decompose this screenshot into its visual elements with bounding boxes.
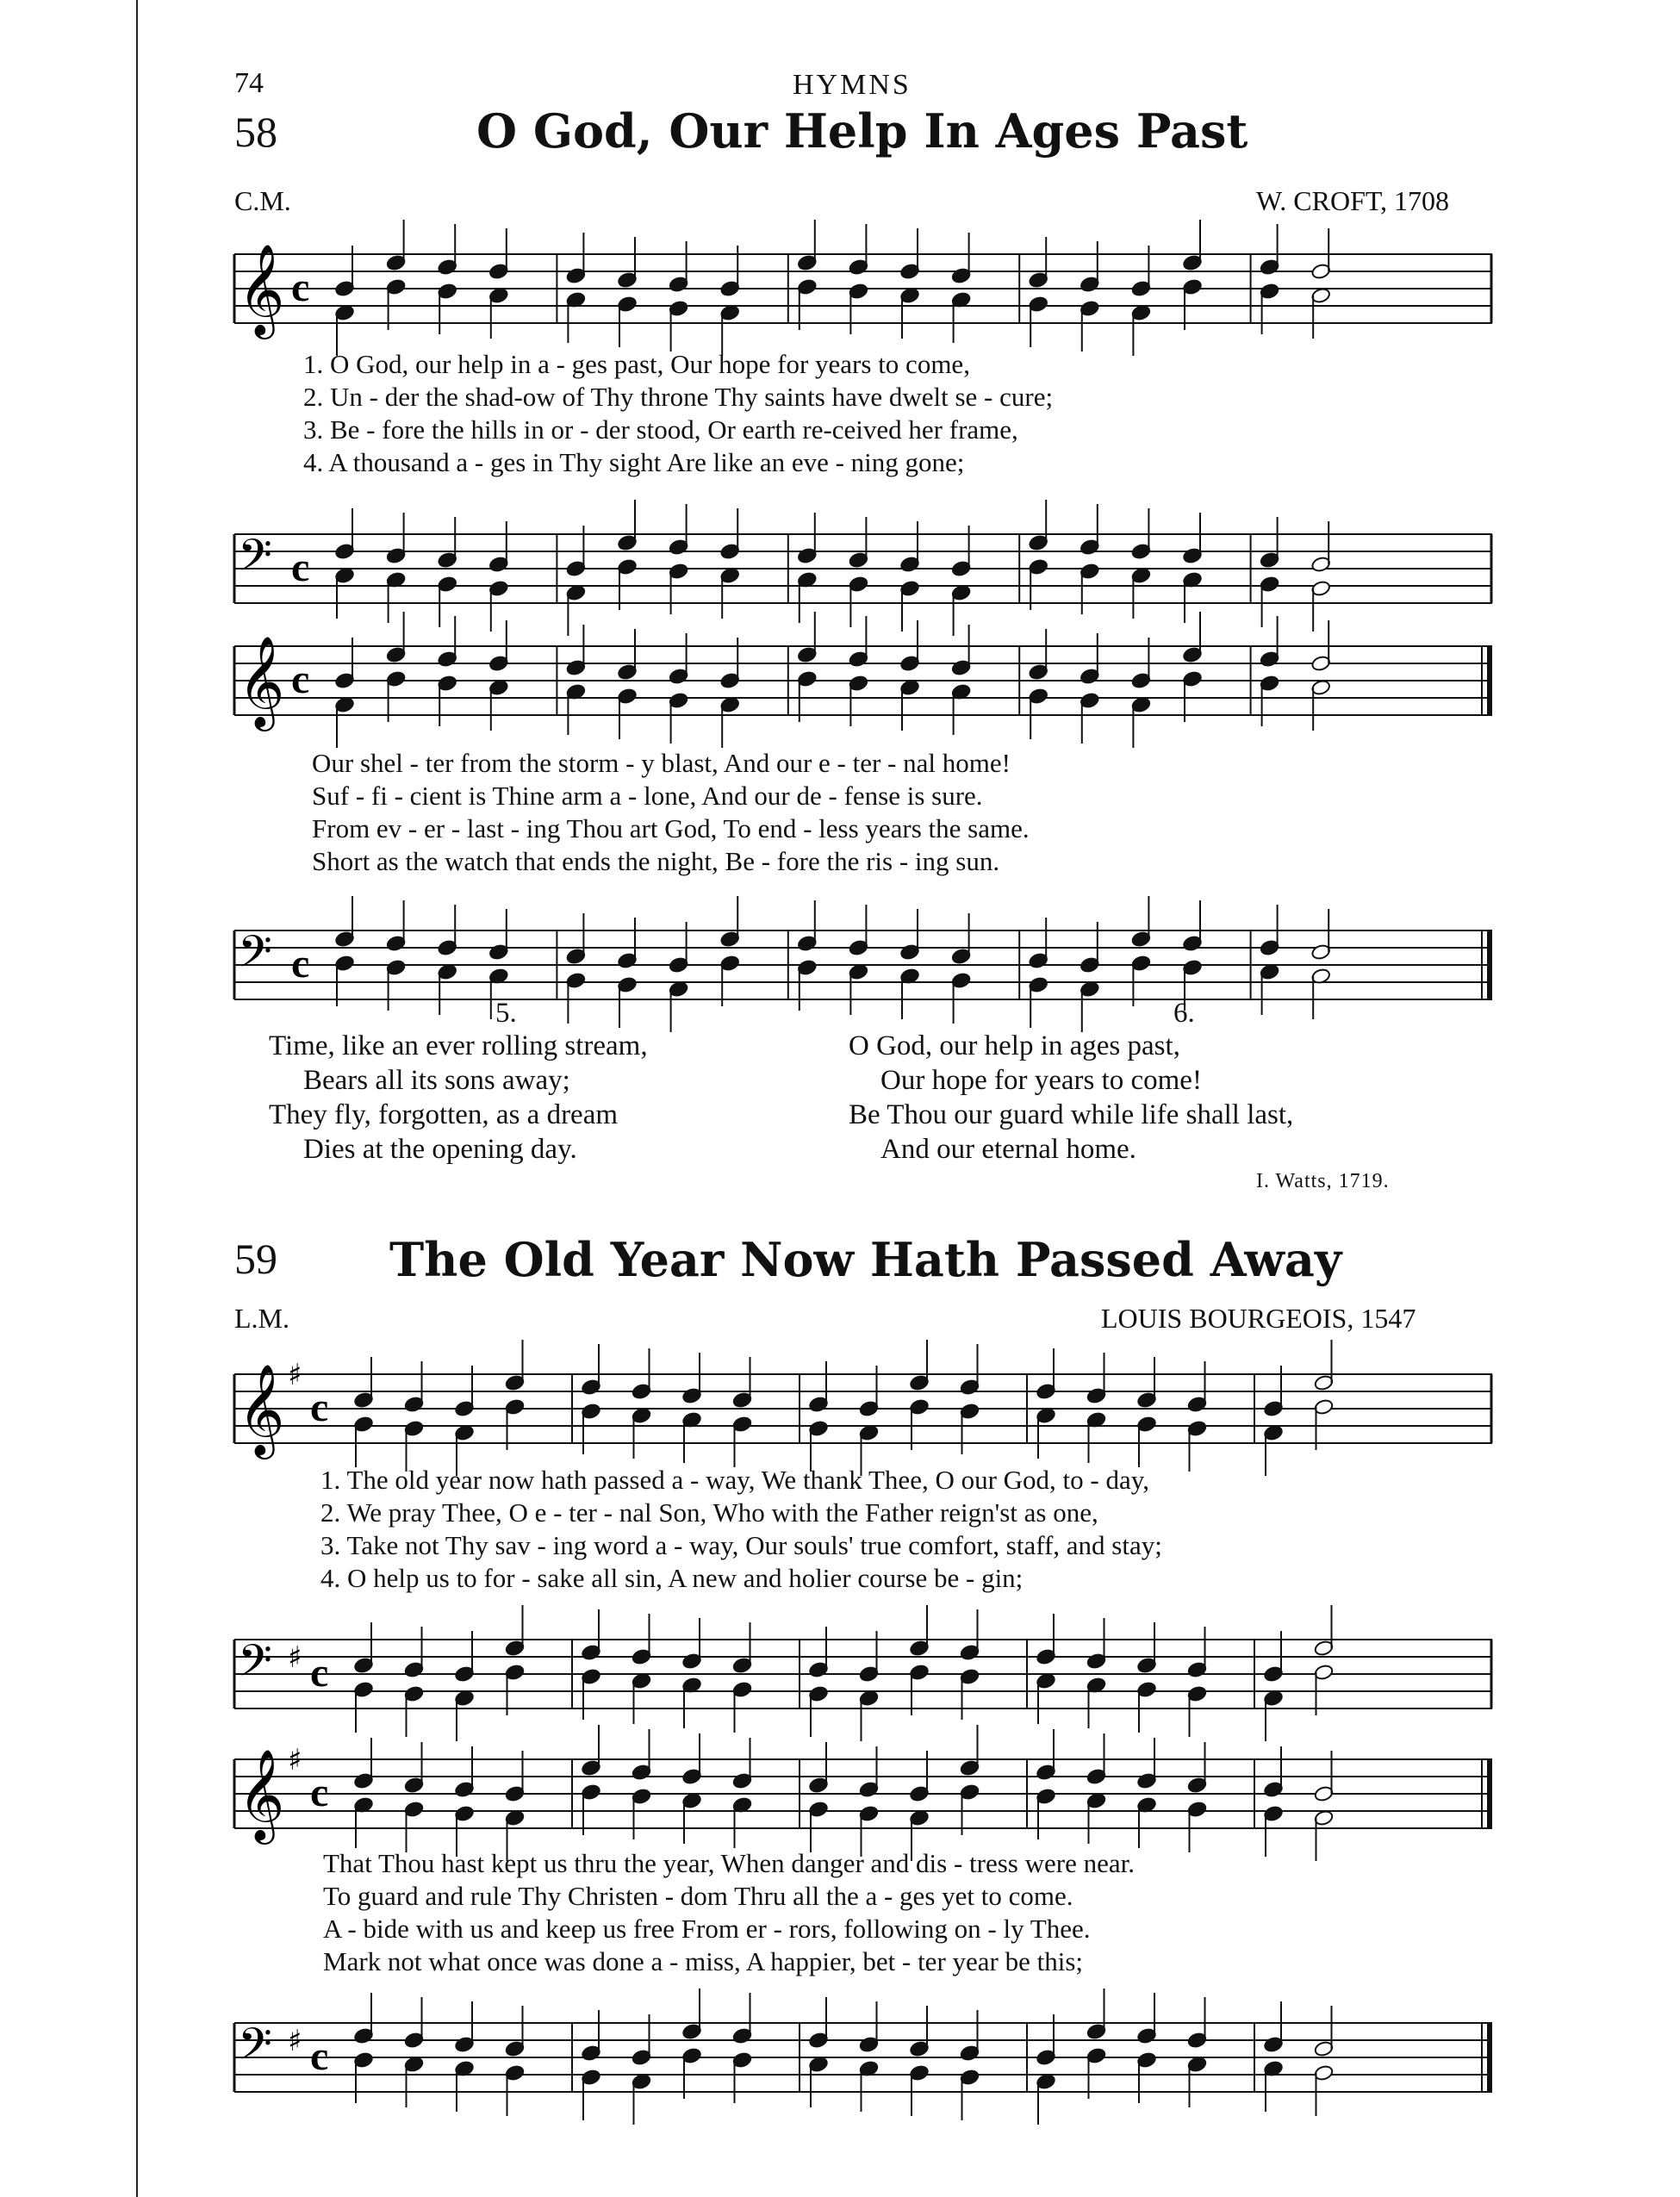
bass-staff xyxy=(234,1997,1492,2118)
text-credit: I. Watts, 1719. xyxy=(1256,1170,1390,1192)
treble-staff xyxy=(234,620,1492,741)
time-signature-icon: c xyxy=(291,265,310,310)
bass-staff xyxy=(234,508,1492,629)
time-signature-icon: c xyxy=(291,657,310,702)
final-barline xyxy=(1487,1759,1492,1828)
lyric-line: A - bide with us and keep us free From er - rors, following on - ly Thee. xyxy=(323,1914,1091,1944)
hymn-title: O God, Our Help In Ages Past xyxy=(476,103,1248,159)
final-barline xyxy=(1487,646,1492,715)
lyric-line: 3. Take not Thy sav - ing word a - way, Our souls' true comfort, staff, and stay; xyxy=(320,1530,1162,1560)
bass-clef-icon: 𝄢 xyxy=(238,1634,272,1697)
treble-staff xyxy=(234,1348,1492,1469)
stanza-line: Bears all its sons away; xyxy=(303,1065,570,1096)
page-number: 74 xyxy=(234,67,264,99)
treble-clef-icon: 𝄞 xyxy=(238,243,285,335)
sharp-icon: ♯ xyxy=(288,1743,302,1777)
lyric-line: To guard and rule Thy Christen - dom Thru all the a - ges yet to come. xyxy=(323,1881,1073,1911)
stanza-line: Dies at the opening day. xyxy=(303,1134,577,1165)
lyric-line: Mark not what once was done a - miss, A happier, bet - ter year be this; xyxy=(323,1946,1084,1976)
stanza-line: Be Thou our guard while life shall last, xyxy=(849,1099,1294,1130)
hymn-number: 58 xyxy=(234,108,277,156)
lyric-line: 1. The old year now hath passed a - way, We thank Thee, O our God, to - day, xyxy=(320,1465,1149,1495)
bass-staff xyxy=(234,905,1492,1025)
lyric-line: Our shel - ter from the storm - y blast, And our e - ter - nal home! xyxy=(312,748,1011,778)
treble-clef-icon: 𝄞 xyxy=(238,635,285,727)
time-signature-icon: c xyxy=(291,941,310,986)
hymn-title: The Old Year Now Hath Passed Away xyxy=(389,1232,1342,1287)
bass-clef-icon: 𝄢 xyxy=(238,925,272,988)
page-binding-rule xyxy=(136,0,138,2197)
lyric-line: Short as the watch that ends the night, Be - fore the ris - ing sun. xyxy=(312,846,1000,876)
lyric-line: 3. Be - fore the hills in or - der stood, Or earth re-ceived her frame, xyxy=(303,414,1018,445)
lyric-line: Suf - fi - cient is Thine arm a - lone, And our de - fense is sure. xyxy=(312,781,983,811)
lyric-line: From ev - er - last - ing Thou art God, To end - less years the same. xyxy=(312,813,1030,843)
final-barline xyxy=(1487,2023,1492,2092)
bass-clef-icon: 𝄢 xyxy=(238,2018,272,2081)
treble-clef-icon: 𝄞 xyxy=(238,1748,285,1840)
stanza-line: O God, our help in ages past, xyxy=(849,1030,1180,1061)
stanza-number: 5. xyxy=(495,998,517,1029)
time-signature-icon: c xyxy=(291,545,310,590)
final-barline xyxy=(1487,930,1492,999)
hymn-meter: C.M. xyxy=(234,185,291,216)
bass-staff xyxy=(234,1614,1492,1734)
sharp-icon: ♯ xyxy=(288,2024,302,2058)
lyric-line: 2. Un - der the shad-ow of Thy throne Thy saints have dwelt se - cure; xyxy=(303,382,1054,412)
lyric-line: That Thou hast kept us thru the year, When danger and dis - tress were near. xyxy=(323,1848,1135,1878)
sharp-icon: ♯ xyxy=(288,1640,302,1675)
running-head: HYMNS xyxy=(793,69,912,101)
lyric-line: 4. A thousand a - ges in Thy sight Are like an eve - ning gone; xyxy=(303,447,965,477)
stanza-line: They fly, forgotten, as a dream xyxy=(269,1099,619,1130)
time-signature-icon: c xyxy=(310,1650,329,1696)
time-signature-icon: c xyxy=(310,2033,329,2079)
hymn-composer: LOUIS BOURGEOIS, 1547 xyxy=(1101,1303,1416,1334)
time-signature-icon: c xyxy=(310,1385,329,1430)
lyric-line: 2. We pray Thee, O e - ter - nal Son, Who with the Father reign'st as one, xyxy=(320,1497,1098,1528)
treble-clef-icon: 𝄞 xyxy=(238,1363,285,1455)
sharp-icon: ♯ xyxy=(288,1358,302,1392)
hymn-number: 59 xyxy=(234,1235,277,1283)
stanza-number: 6. xyxy=(1173,998,1195,1029)
treble-staff xyxy=(234,1733,1492,1854)
hymn-composer: W. CROFT, 1708 xyxy=(1256,185,1450,216)
stanza-line: Our hope for years to come! xyxy=(880,1065,1202,1096)
stanza-line: And our eternal home. xyxy=(880,1134,1136,1165)
lyric-line: 4. O help us to for - sake all sin, A new and holier course be - gin; xyxy=(320,1563,1024,1593)
hymn-meter: L.M. xyxy=(234,1303,289,1334)
stanza-line: Time, like an ever rolling stream, xyxy=(269,1030,648,1061)
lyric-line: 1. O God, our help in a - ges past, Our hope for years to come, xyxy=(303,349,970,379)
time-signature-icon: c xyxy=(310,1770,329,1815)
bass-clef-icon: 𝄢 xyxy=(238,529,272,592)
treble-staff xyxy=(234,228,1492,349)
